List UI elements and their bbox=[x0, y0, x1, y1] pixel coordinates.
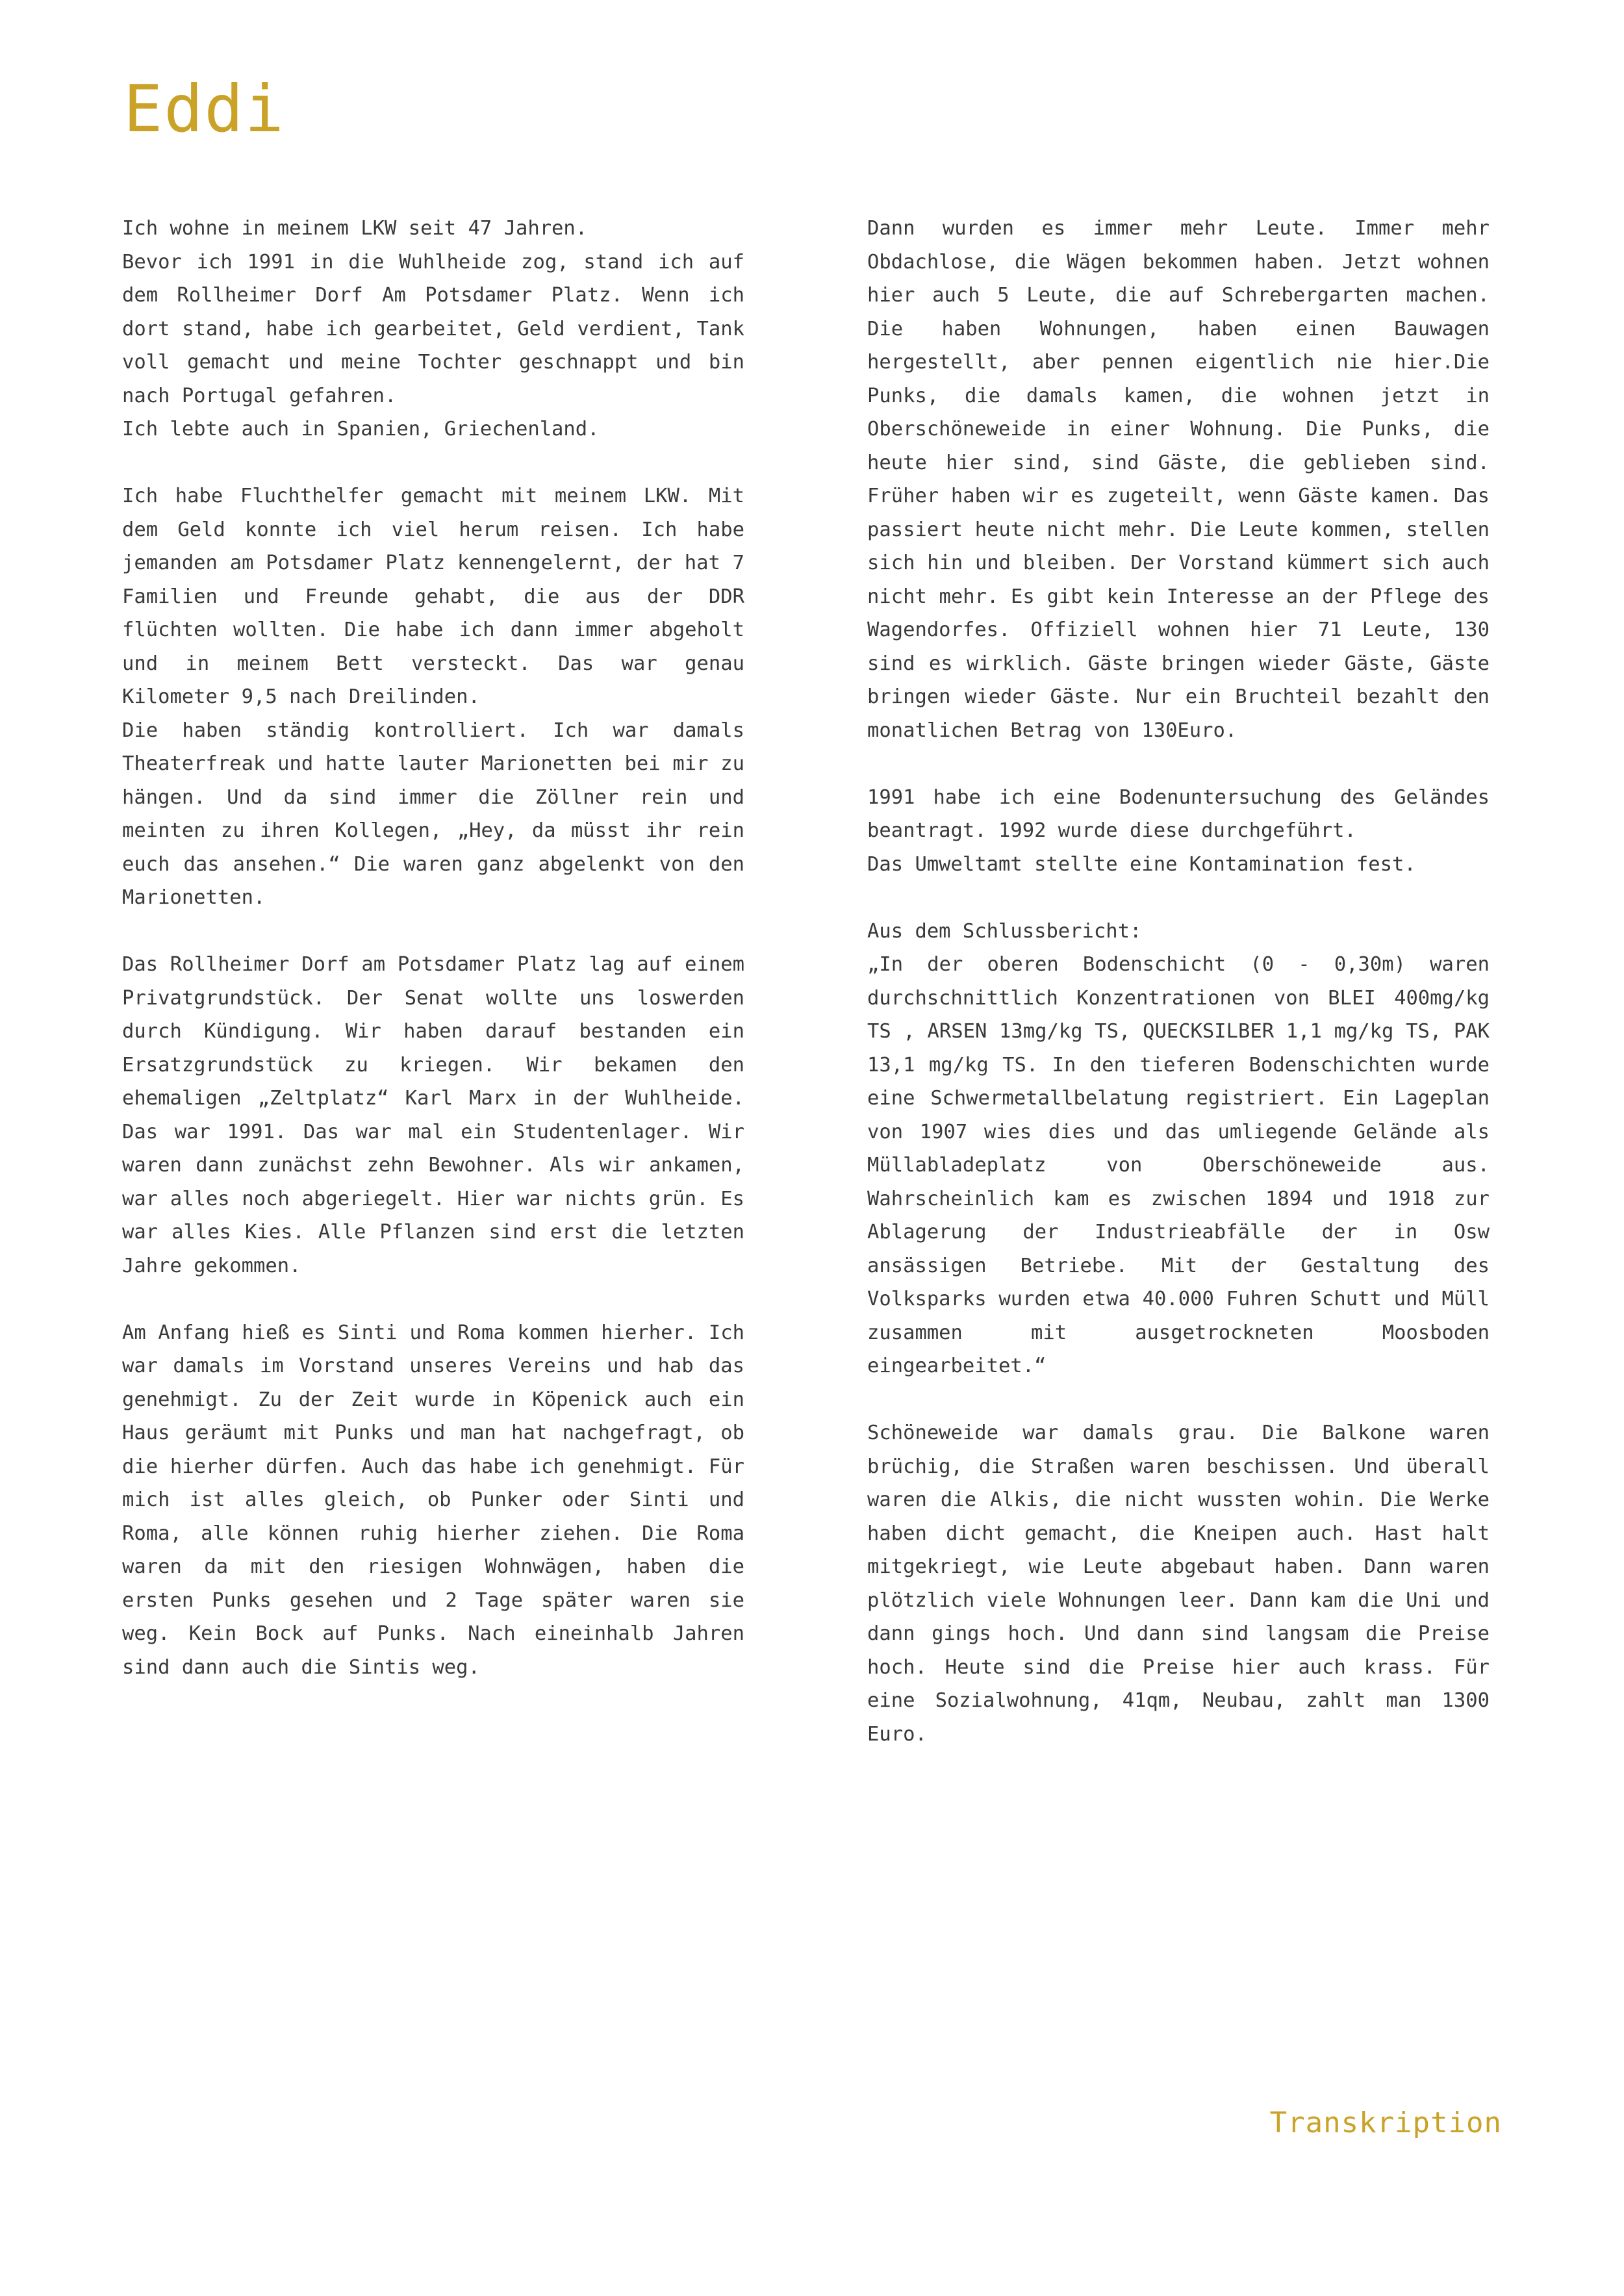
text-line: Das Rollheimer Dorf am Potsdamer Platz lag auf einem Privatgrundstück. Der Senat wollte uns loswerden durch Kündigung. Wir haben darauf bestanden ein Ersatzgrundstück zu kriegen. Wir bekamen den ehemaligen „Zeltplatz“ Karl Marx in der Wuhlheide. Das war 1991. Das war mal ein Studentenlager. Wir waren dann zunächst zehn Bewohner. Als wir ankamen, war alles noch abgeriegelt. Hier war nichts grün. Es war alles Kies. Alle Pflanzen sind erst die letzten Jahre gekommen. bbox=[122, 953, 744, 1277]
text-line: Dann wurden es immer mehr Leute. Immer mehr Obdachlose, die Wägen bekommen haben. Jetzt wohnen hier auch 5 Leute, die auf Schrebergarten machen. Die haben Wohnungen, haben einen Bauwagen hergestellt, aber pennen eigentlich nie hier.Die Punks, die damals kamen, die wohnen jetzt in Oberschöneweide in einer Wohnung. Die Punks, die heute hier sind, sind Gäste, die geblieben sind. Früher haben wir es zugeteilt, wenn Gäste kamen. Das passiert heute nicht mehr. Die Leute kommen, stellen sich hin und bleiben. Der Vorstand kümmert sich auch nicht mehr. Es gibt kein Interesse an der Pflege des Wagendorfes. Offiziell wohnen hier 71 Leute, 130 sind es wirklich. Gäste bringen wieder Gäste, Gäste bringen wieder Gäste. Nur ein Bruchteil bezahlt den monatlichen Betrag von 130Euro. bbox=[867, 217, 1490, 742]
right-column bbox=[867, 212, 1490, 1785]
paragraph bbox=[122, 1316, 744, 1685]
text-line: Schöneweide war damals grau. Die Balkone waren brüchig, die Straßen waren beschissen. Und überall waren die Alkis, die nicht wussten wohin. Die Werke haben dicht gemacht, die Kneipen auch. Hast halt mitgekriegt, wie Leute abgebaut haben. Dann waren plötzlich viele Wohnungen leer. Dann kam die Uni und dann gings hoch. Und dann sind langsam die Preise hoch. Heute sind die Preise hier auch krass. Für eine Sozialwohnung, 41qm, Neubau, zahlt man 1300 Euro. bbox=[867, 1422, 1490, 1746]
page-title: Eddi bbox=[123, 71, 285, 147]
text-line: Am Anfang hieß es Sinti und Roma kommen hierher. Ich war damals im Vorstand unseres Vereins und hab das genehmigt. Zu der Zeit wurde in Köpenick auch ein Haus geräumt mit Punks und man hat nachgefragt, ob die hierher dürfen. Auch das habe ich genehmigt. Für mich ist alles gleich, ob Punker oder Sinti und Roma, alle können ruhig hierher ziehen. Die Roma waren da mit den riesigen Wohnwägen, haben die ersten Punks gesehen und 2 Tage später waren sie weg. Kein Bock auf Punks. Nach eineinhalb Jahren sind dann auch die Sintis weg. bbox=[122, 1321, 744, 1679]
text-line: Die haben ständig kontrolliert. Ich war damals Theaterfreak und hatte lauter Marionetten bei mir zu hängen. Und da sind immer die Zöllner rein und meinten zu ihren Kollegen, „Hey, da müsst ihr rein euch das ansehen.“ Die waren ganz abgelenkt von den Marionetten. bbox=[122, 719, 744, 909]
text-line: Aus dem Schlussbericht: bbox=[867, 919, 1142, 943]
text-line: Das Umweltamt stellte eine Kontamination fest. bbox=[867, 852, 1416, 876]
paragraph bbox=[867, 781, 1490, 882]
paragraph bbox=[867, 1416, 1490, 1751]
paragraph bbox=[122, 948, 744, 1282]
paragraph bbox=[122, 479, 744, 915]
text-line: 1991 habe ich eine Bodenuntersuchung des Geländes beantragt. 1992 wurde diese durchgeführt. bbox=[867, 785, 1490, 842]
text-line: Ich wohne in meinem LKW seit 47 Jahren. bbox=[122, 217, 588, 240]
paragraph bbox=[122, 212, 744, 446]
text-line: Bevor ich 1991 in die Wuhlheide zog, stand ich auf dem Rollheimer Dorf Am Potsdamer Platz. Wenn ich dort stand, habe ich gearbeitet, Geld verdient, Tank voll gemacht und meine Tochter geschnappt und bin nach Portugal gefahren. bbox=[122, 250, 744, 407]
text-line: Ich habe Fluchthelfer gemacht mit meinem LKW. Mit dem Geld konnte ich viel herum reisen. Ich habe jemanden am Potsdamer Platz kennengelernt, der hat 7 Familien und Freunde gehabt, die aus der DDR flüchten wollten. Die habe ich dann immer abgeholt und in meinem Bett versteckt. Das war genau Kilometer 9,5 nach Dreilinden. bbox=[122, 485, 744, 708]
paragraph bbox=[867, 915, 1490, 1383]
text-line: Ich lebte auch in Spanien, Griechenland. bbox=[122, 418, 600, 440]
text-line: „In der oberen Bodenschicht (0 - 0,30m) waren durchschnittlich Konzentrationen von BLEI 400mg/kg TS , ARSEN 13mg/kg TS, QUECKSILBER 1,1 mg/kg TS, PAK 13,1 mg/kg TS. In den tieferen Bodenschichten wurde eine Schwermetallbelatung registriert. Ein Lageplan von 1907 wies dies und das umliegende Gelände als Müllabladeplatz von Oberschöneweide aus. Wahrscheinlich kam es zwischen 1894 und 1918 zur Ablagerung der Industrieabfälle der in Osw ansässigen Betriebe. Mit der Gestaltung des Volksparks wurden etwa 40.000 Fuhren Schutt und Müll zusammen mit ausgetrockneten Moosboden eingearbeitet.“ bbox=[867, 953, 1490, 1377]
left-column bbox=[122, 212, 744, 1718]
paragraph bbox=[867, 212, 1490, 747]
section-label: Transkription bbox=[1269, 2106, 1502, 2139]
